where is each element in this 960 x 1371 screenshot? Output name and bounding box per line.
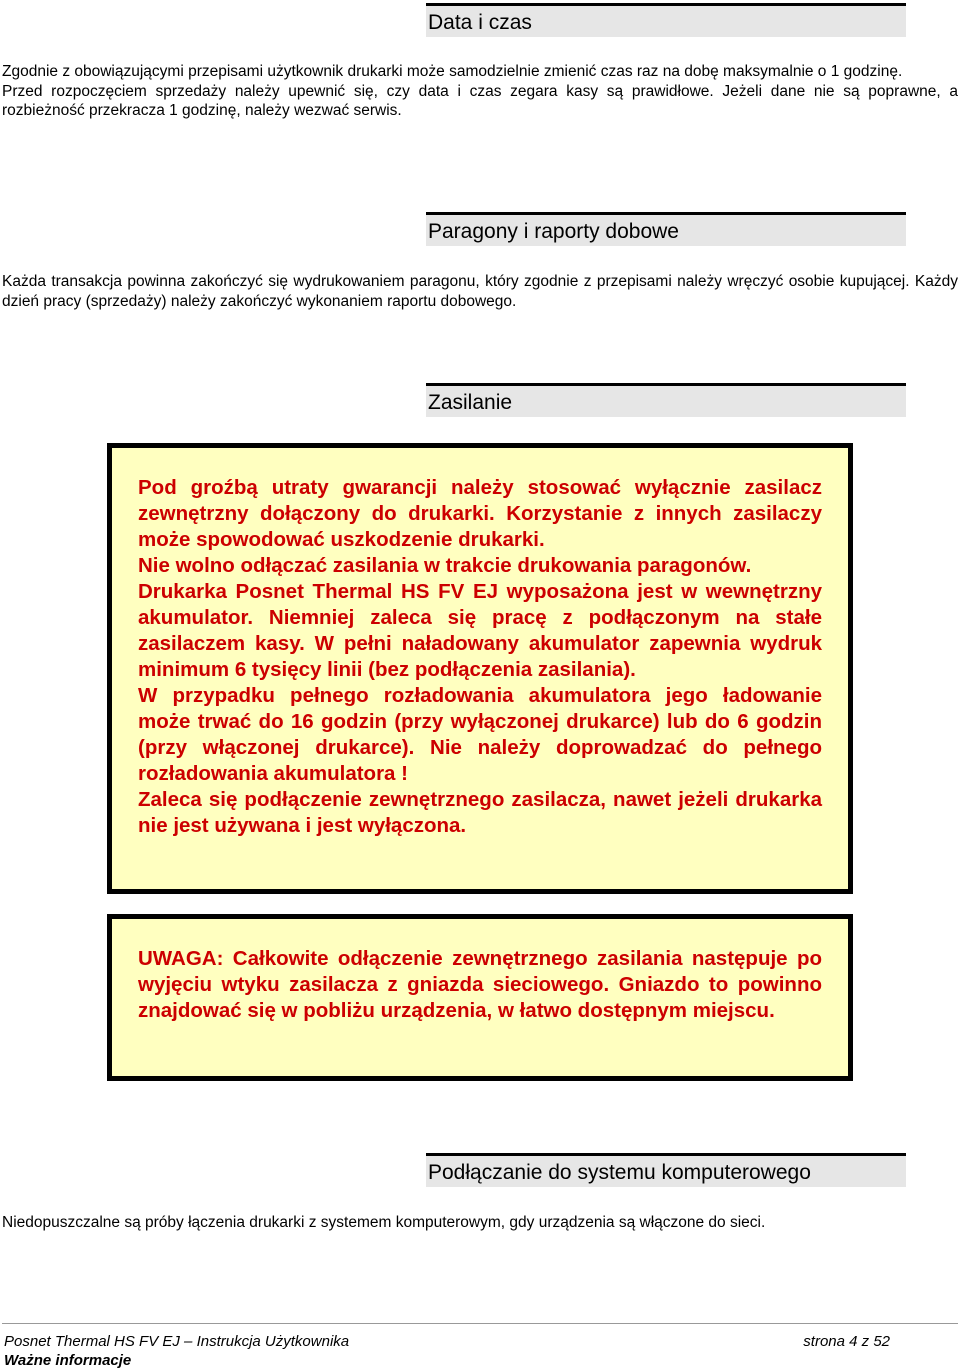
power-disconnect-notice-box <box>107 914 853 1081</box>
paragraph: Zgodnie z obowiązującymi przepisami użytkownik drukarki może samodzielnie zmienić czas raz na dobę maksymalnie o 1 godzinę. <box>2 63 903 80</box>
paragraph: Niedopuszczalne są próby łączenia drukarki z systemem komputerowym, gdy urządzenia są włączone do sieci. <box>2 1214 766 1231</box>
warning-text: Zaleca się podłączenie zewnętrznego zasilacza, nawet jeżeli drukarka nie jest używana i jest wyłączona. <box>138 788 822 837</box>
footer-divider <box>2 1323 958 1324</box>
paragraph: Każda transakcja powinna zakończyć się wydrukowaniem paragonu, który zgodnie z przepisami należy wręczyć osobie kupującej. Każdy dzień pracy (sprzedaży) należy zakończyć wykonaniem raportu dobowego. <box>2 273 958 310</box>
section-title-zasilanie: Zasilanie <box>426 383 906 417</box>
section-body-podlaczanie <box>2 1213 958 1233</box>
warning-text: Nie wolno odłączać zasilania w trakcie drukowania paragonów. <box>138 554 752 577</box>
footer-section-name: Ważne informacje <box>4 1352 132 1369</box>
footer-page-number: strona 4 z 52 <box>803 1333 890 1350</box>
section-body-data-i-czas <box>2 62 958 121</box>
notice-text: UWAGA: Całkowite odłączenie zewnętrznego zasilania następuje po wyjęciu wtyku zasilacza z gniazda sieciowego. Gniazdo to powinno znajdować się w pobliżu urządzenia, w łatwo dostępnym miejscu. <box>138 947 822 1022</box>
warning-text: Drukarka Posnet Thermal HS FV EJ wyposażona jest w wewnętrzny akumulator. Niemniej zaleca się pracę z podłączonym na stałe zasilaczem kasy. W pełni naładowany akumulator zapewnia wydruk minimum 6 tysięcy linii (bez podłączenia zasilania). <box>138 580 822 681</box>
power-warning-box <box>107 443 853 894</box>
section-title-podlaczanie: Podłączanie do systemu komputerowego <box>426 1153 906 1187</box>
warning-text: W przypadku pełnego rozładowania akumulatora jego ładowanie może trwać do 16 godzin (przy wyłączonej drukarce) lub do 6 godzin (przy włączonej drukarce). Nie należy doprowadzać do pełnego rozładowania akumulatora ! <box>138 684 822 785</box>
paragraph: Przed rozpoczęciem sprzedaży należy upewnić się, czy data i czas zegara kasy są prawidłowe. Jeżeli dane nie są poprawne, a rozbieżność przekracza 1 godzinę, należy wezwać serwis. <box>2 82 958 119</box>
warning-text: Pod groźbą utraty gwarancji należy stosować wyłącznie zasilacz zewnętrzny dołączony do drukarki. Korzystanie z innych zasilaczy może spowodować uszkodzenie drukarki. <box>138 476 822 551</box>
footer-document-title: Posnet Thermal HS FV EJ – Instrukcja Użytkownika <box>4 1333 350 1350</box>
section-title-data-i-czas: Data i czas <box>426 3 906 37</box>
section-body-paragony <box>2 272 958 311</box>
section-title-paragony: Paragony i raporty dobowe <box>426 212 906 246</box>
